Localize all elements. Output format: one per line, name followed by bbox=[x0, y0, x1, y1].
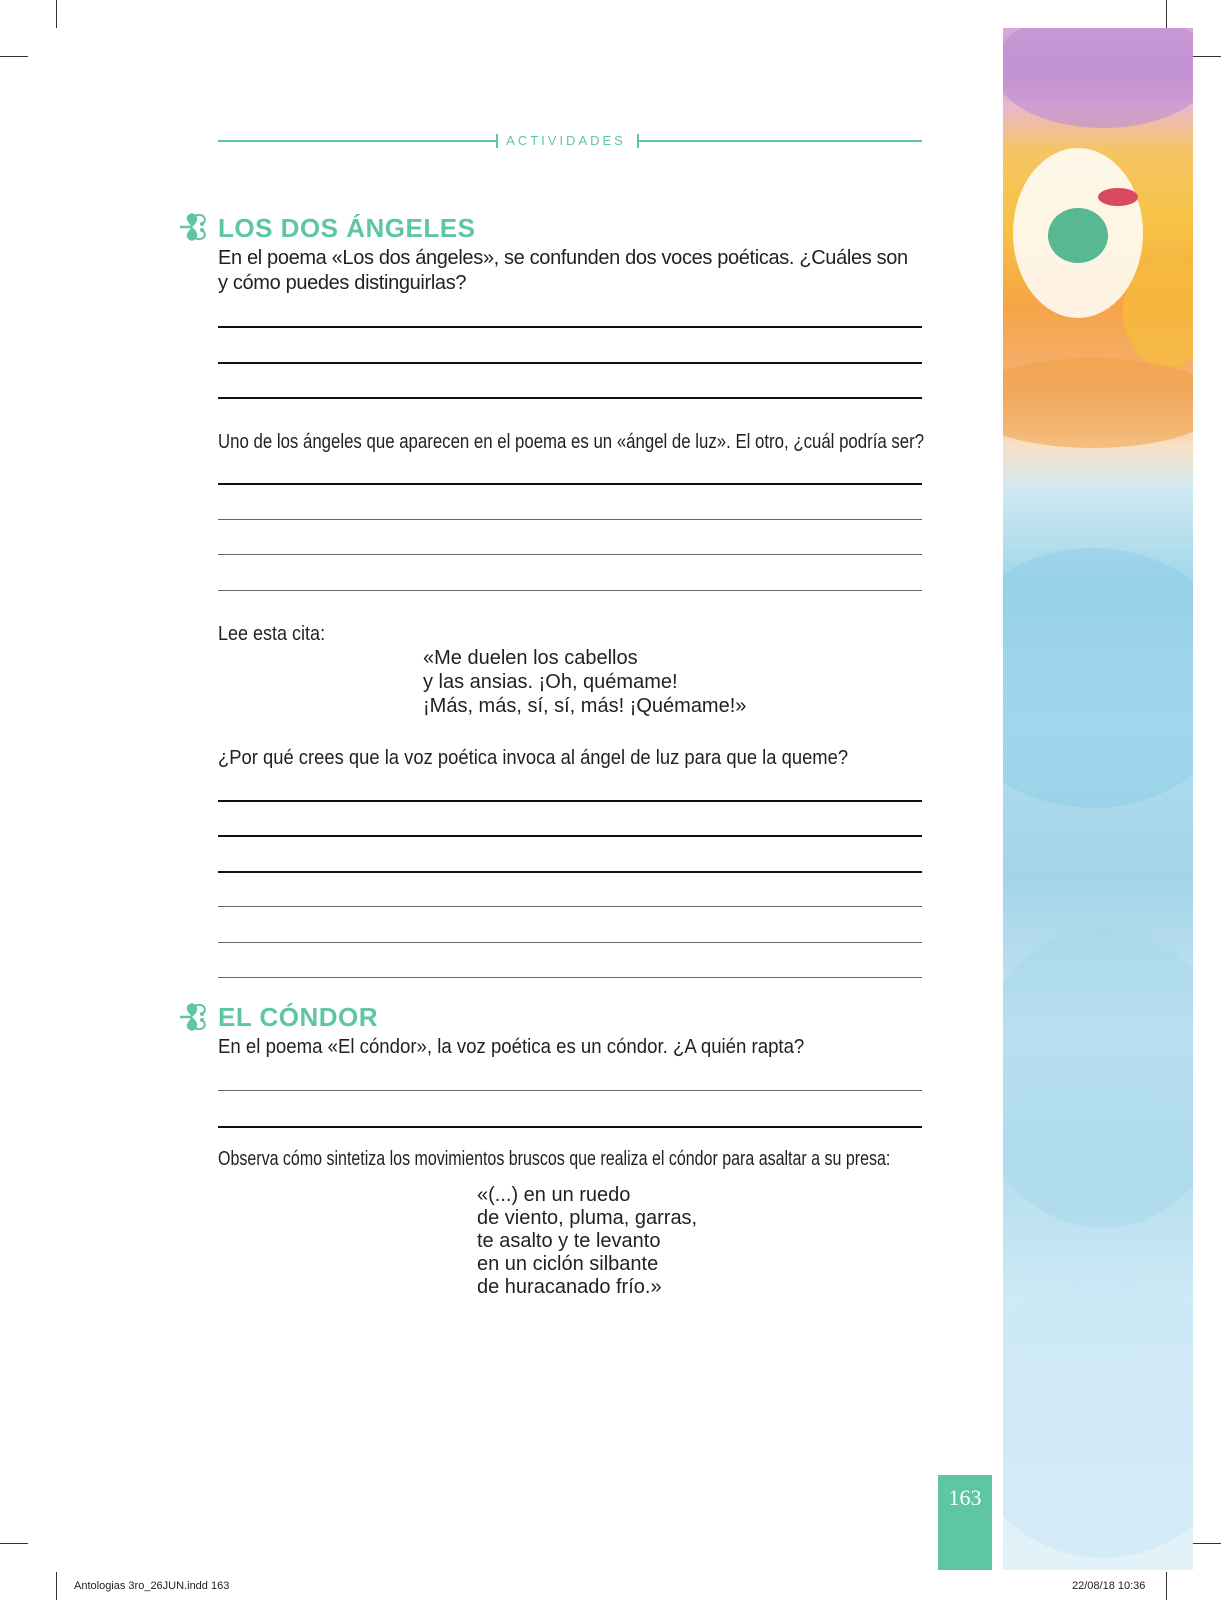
footer-datetime: 22/08/18 10:36 bbox=[1072, 1580, 1146, 1592]
answer-line[interactable] bbox=[218, 1126, 922, 1128]
crop-mark bbox=[1193, 1543, 1221, 1544]
quote-line: de viento, pluma, garras, bbox=[477, 1207, 698, 1229]
page-number: 163 bbox=[948, 1485, 982, 1510]
answer-line[interactable] bbox=[218, 906, 922, 907]
crop-mark bbox=[0, 1543, 28, 1544]
header-label: ACTIVIDADES bbox=[506, 133, 626, 148]
answer-line[interactable] bbox=[218, 1090, 922, 1091]
answer-line[interactable] bbox=[218, 800, 922, 802]
answer-line[interactable] bbox=[218, 835, 922, 837]
quote-line: ¡Más, más, sí, sí, más! ¡Quémame!» bbox=[423, 695, 747, 717]
section2-question-1-text: En el poema «El cóndor», la voz poética es un cóndor. ¿A quién rapta? bbox=[218, 1036, 805, 1058]
answer-line[interactable] bbox=[218, 977, 922, 978]
header-rule-right bbox=[639, 140, 922, 142]
question-text bbox=[218, 430, 925, 455]
leaf-scroll-icon bbox=[178, 210, 212, 244]
header-rule-left bbox=[218, 140, 496, 142]
leaf-scroll-icon bbox=[178, 1000, 212, 1034]
quote-line: de huracanado frío.» bbox=[477, 1276, 662, 1298]
quote-line: «(...) en un ruedo bbox=[477, 1184, 631, 1206]
question-text bbox=[218, 746, 922, 771]
cite-intro-text: Lee esta cita: bbox=[218, 623, 326, 645]
answer-line[interactable] bbox=[218, 362, 922, 364]
question-3-text: ¿Por qué crees que la voz poética invoca al ángel de luz para que la queme? bbox=[218, 747, 849, 769]
answer-line[interactable] bbox=[218, 483, 922, 485]
crop-mark bbox=[1166, 0, 1167, 28]
quote-line: «Me duelen los cabellos bbox=[423, 647, 638, 669]
question-1-text: En el poema «Los dos ángeles», se confunden dos voces poéticas. ¿Cuáles son y cómo puedes distinguirlas? bbox=[218, 247, 908, 294]
answer-line[interactable] bbox=[218, 519, 922, 520]
quote-block bbox=[477, 1184, 697, 1299]
quote-line: y las ansias. ¡Oh, quémame! bbox=[423, 671, 678, 693]
answer-line[interactable] bbox=[218, 590, 922, 591]
header-tick bbox=[496, 134, 498, 148]
quote-block bbox=[423, 646, 746, 718]
answer-line[interactable] bbox=[218, 554, 922, 555]
section-title-los-dos-angeles: LOS DOS ÁNGELES bbox=[218, 213, 476, 243]
question-text bbox=[218, 1035, 922, 1060]
page-number-tab bbox=[938, 1475, 992, 1570]
cite-intro bbox=[218, 622, 922, 647]
crop-mark bbox=[56, 1572, 57, 1600]
answer-line[interactable] bbox=[218, 871, 922, 873]
answer-line[interactable] bbox=[218, 326, 922, 328]
quote-line: te asalto y te levanto bbox=[477, 1230, 661, 1252]
section2-question-2-text: Observa cómo sintetiza los movimientos bruscos que realiza el cóndor para asaltar a su presa: bbox=[218, 1148, 891, 1170]
crop-mark bbox=[1193, 56, 1221, 57]
answer-line[interactable] bbox=[218, 397, 922, 399]
decorative-illustration bbox=[1003, 28, 1193, 1570]
footer-file-info: Antologias 3ro_26JUN.indd 163 bbox=[74, 1580, 230, 1592]
quote-line: en un ciclón silbante bbox=[477, 1253, 659, 1275]
answer-line[interactable] bbox=[218, 942, 922, 943]
crop-mark bbox=[56, 0, 57, 28]
crop-mark bbox=[0, 56, 28, 57]
question-text bbox=[218, 1147, 922, 1172]
question-text bbox=[218, 246, 922, 296]
question-2-text: Uno de los ángeles que aparecen en el poema es un «ángel de luz». El otro, ¿cuál podría ser? bbox=[218, 431, 925, 453]
crop-mark bbox=[1166, 1572, 1167, 1600]
section-title-el-condor: EL CÓNDOR bbox=[218, 1002, 379, 1032]
